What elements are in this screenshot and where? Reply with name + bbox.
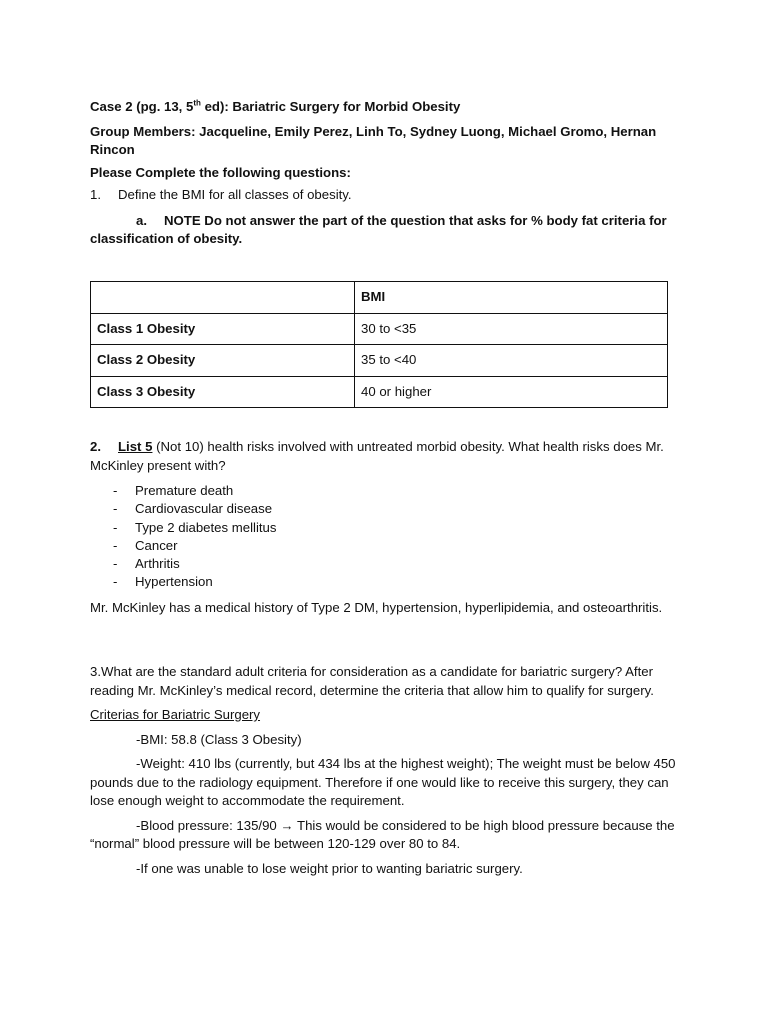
question-1a-text: NOTE Do not answer the part of the question that asks for % body fat criteria for classification of obesity. [90, 212, 667, 246]
table-header-row [91, 282, 668, 314]
list-item [90, 573, 680, 591]
table-cell-class: Class 2 Obesity [91, 345, 355, 377]
risk-text: Arthritis [135, 556, 180, 572]
question-2-underlined: List 5 [118, 439, 153, 454]
table-cell-class: Class 1 Obesity [91, 313, 355, 345]
risk-text: Hypertension [135, 574, 213, 590]
table-header-cell [91, 282, 355, 314]
bullet-dash: - [113, 574, 118, 590]
question-2-number: 2. [90, 439, 101, 454]
question-3 [90, 663, 680, 878]
bullet-dash: - [113, 483, 118, 498]
table-cell-bmi: 30 to <35 [355, 313, 668, 345]
question-3-prompt: 3.What are the standard adult criteria for consideration as a candidate for bariatric surgery? After reading Mr. McKinley’s medical record, determine the criteria that allow him to qualify for surgery. [90, 664, 654, 698]
criteria-item: -If one was unable to lose weight prior to wanting bariatric surgery. [136, 860, 523, 876]
question-2-text: (Not 10) health risks involved with untreated morbid obesity. What health risks does Mr. McKinley present with? [90, 439, 664, 473]
title-superscript: th [193, 98, 201, 108]
bmi-table [90, 281, 668, 408]
medical-history: Mr. McKinley has a medical history of Type 2 DM, hypertension, hyperlipidemia, and osteoarthritis. [90, 599, 663, 615]
table-header-cell: BMI [355, 282, 668, 314]
list-item [90, 537, 680, 555]
document-page [90, 98, 680, 876]
list-item [90, 519, 680, 537]
question-1a-letter: a. [136, 212, 147, 228]
question-1-text: Define the BMI for all classes of obesity. [118, 187, 352, 202]
instructions: Please Complete the following questions: [90, 164, 351, 180]
bullet-dash: - [113, 519, 118, 535]
question-2-prompt [90, 438, 680, 475]
list-item [90, 555, 680, 573]
criteria-item: -BMI: 58.8 (Class 3 Obesity) [136, 731, 302, 747]
table-cell-bmi: 35 to <40 [355, 345, 668, 377]
table-cell-bmi: 40 or higher [355, 376, 668, 408]
title-text-end: ed): Bariatric Surgery for Morbid Obesity [200, 99, 461, 114]
bullet-dash: - [113, 556, 118, 572]
criteria-item: -Weight: 410 lbs (currently, but 434 lbs at the highest weight); The weight must be below 450 pounds due to the radiology equipment. Therefore if one would like to receive this surgery, they can lose enough weight to accommodate the requirement. [90, 756, 676, 808]
table-row [91, 313, 668, 345]
criteria-heading: Criterias for Bariatric Surgery [90, 707, 261, 722]
bullet-dash: - [113, 537, 118, 553]
risk-text: Cardiovascular disease [135, 501, 273, 517]
table-row [91, 376, 668, 408]
title-text: Case 2 (pg. 13, 5 [90, 99, 194, 114]
risk-text: Type 2 diabetes mellitus [135, 519, 277, 535]
question-1-number: 1. [90, 187, 101, 202]
table-row [91, 345, 668, 377]
risk-text: Cancer [135, 537, 178, 553]
criteria-item: -Blood pressure: 135/90 → This would be considered to be high blood pressure because the “normal” blood pressure will be between 120-129 over 80 to 84. [90, 817, 675, 851]
question-2 [90, 438, 680, 617]
table-cell-class: Class 3 Obesity [91, 376, 355, 408]
list-item [90, 482, 680, 500]
risk-text: Premature death [135, 483, 234, 498]
bullet-dash: - [113, 501, 118, 517]
document-title [90, 98, 680, 117]
question-1a [90, 212, 680, 249]
question-1 [90, 186, 680, 205]
group-members: Group Members: Jacqueline, Emily Perez, Linh To, Sydney Luong, Michael Gromo, Hernan Rincon [90, 123, 657, 157]
risk-list [90, 482, 680, 592]
list-item [90, 500, 680, 518]
